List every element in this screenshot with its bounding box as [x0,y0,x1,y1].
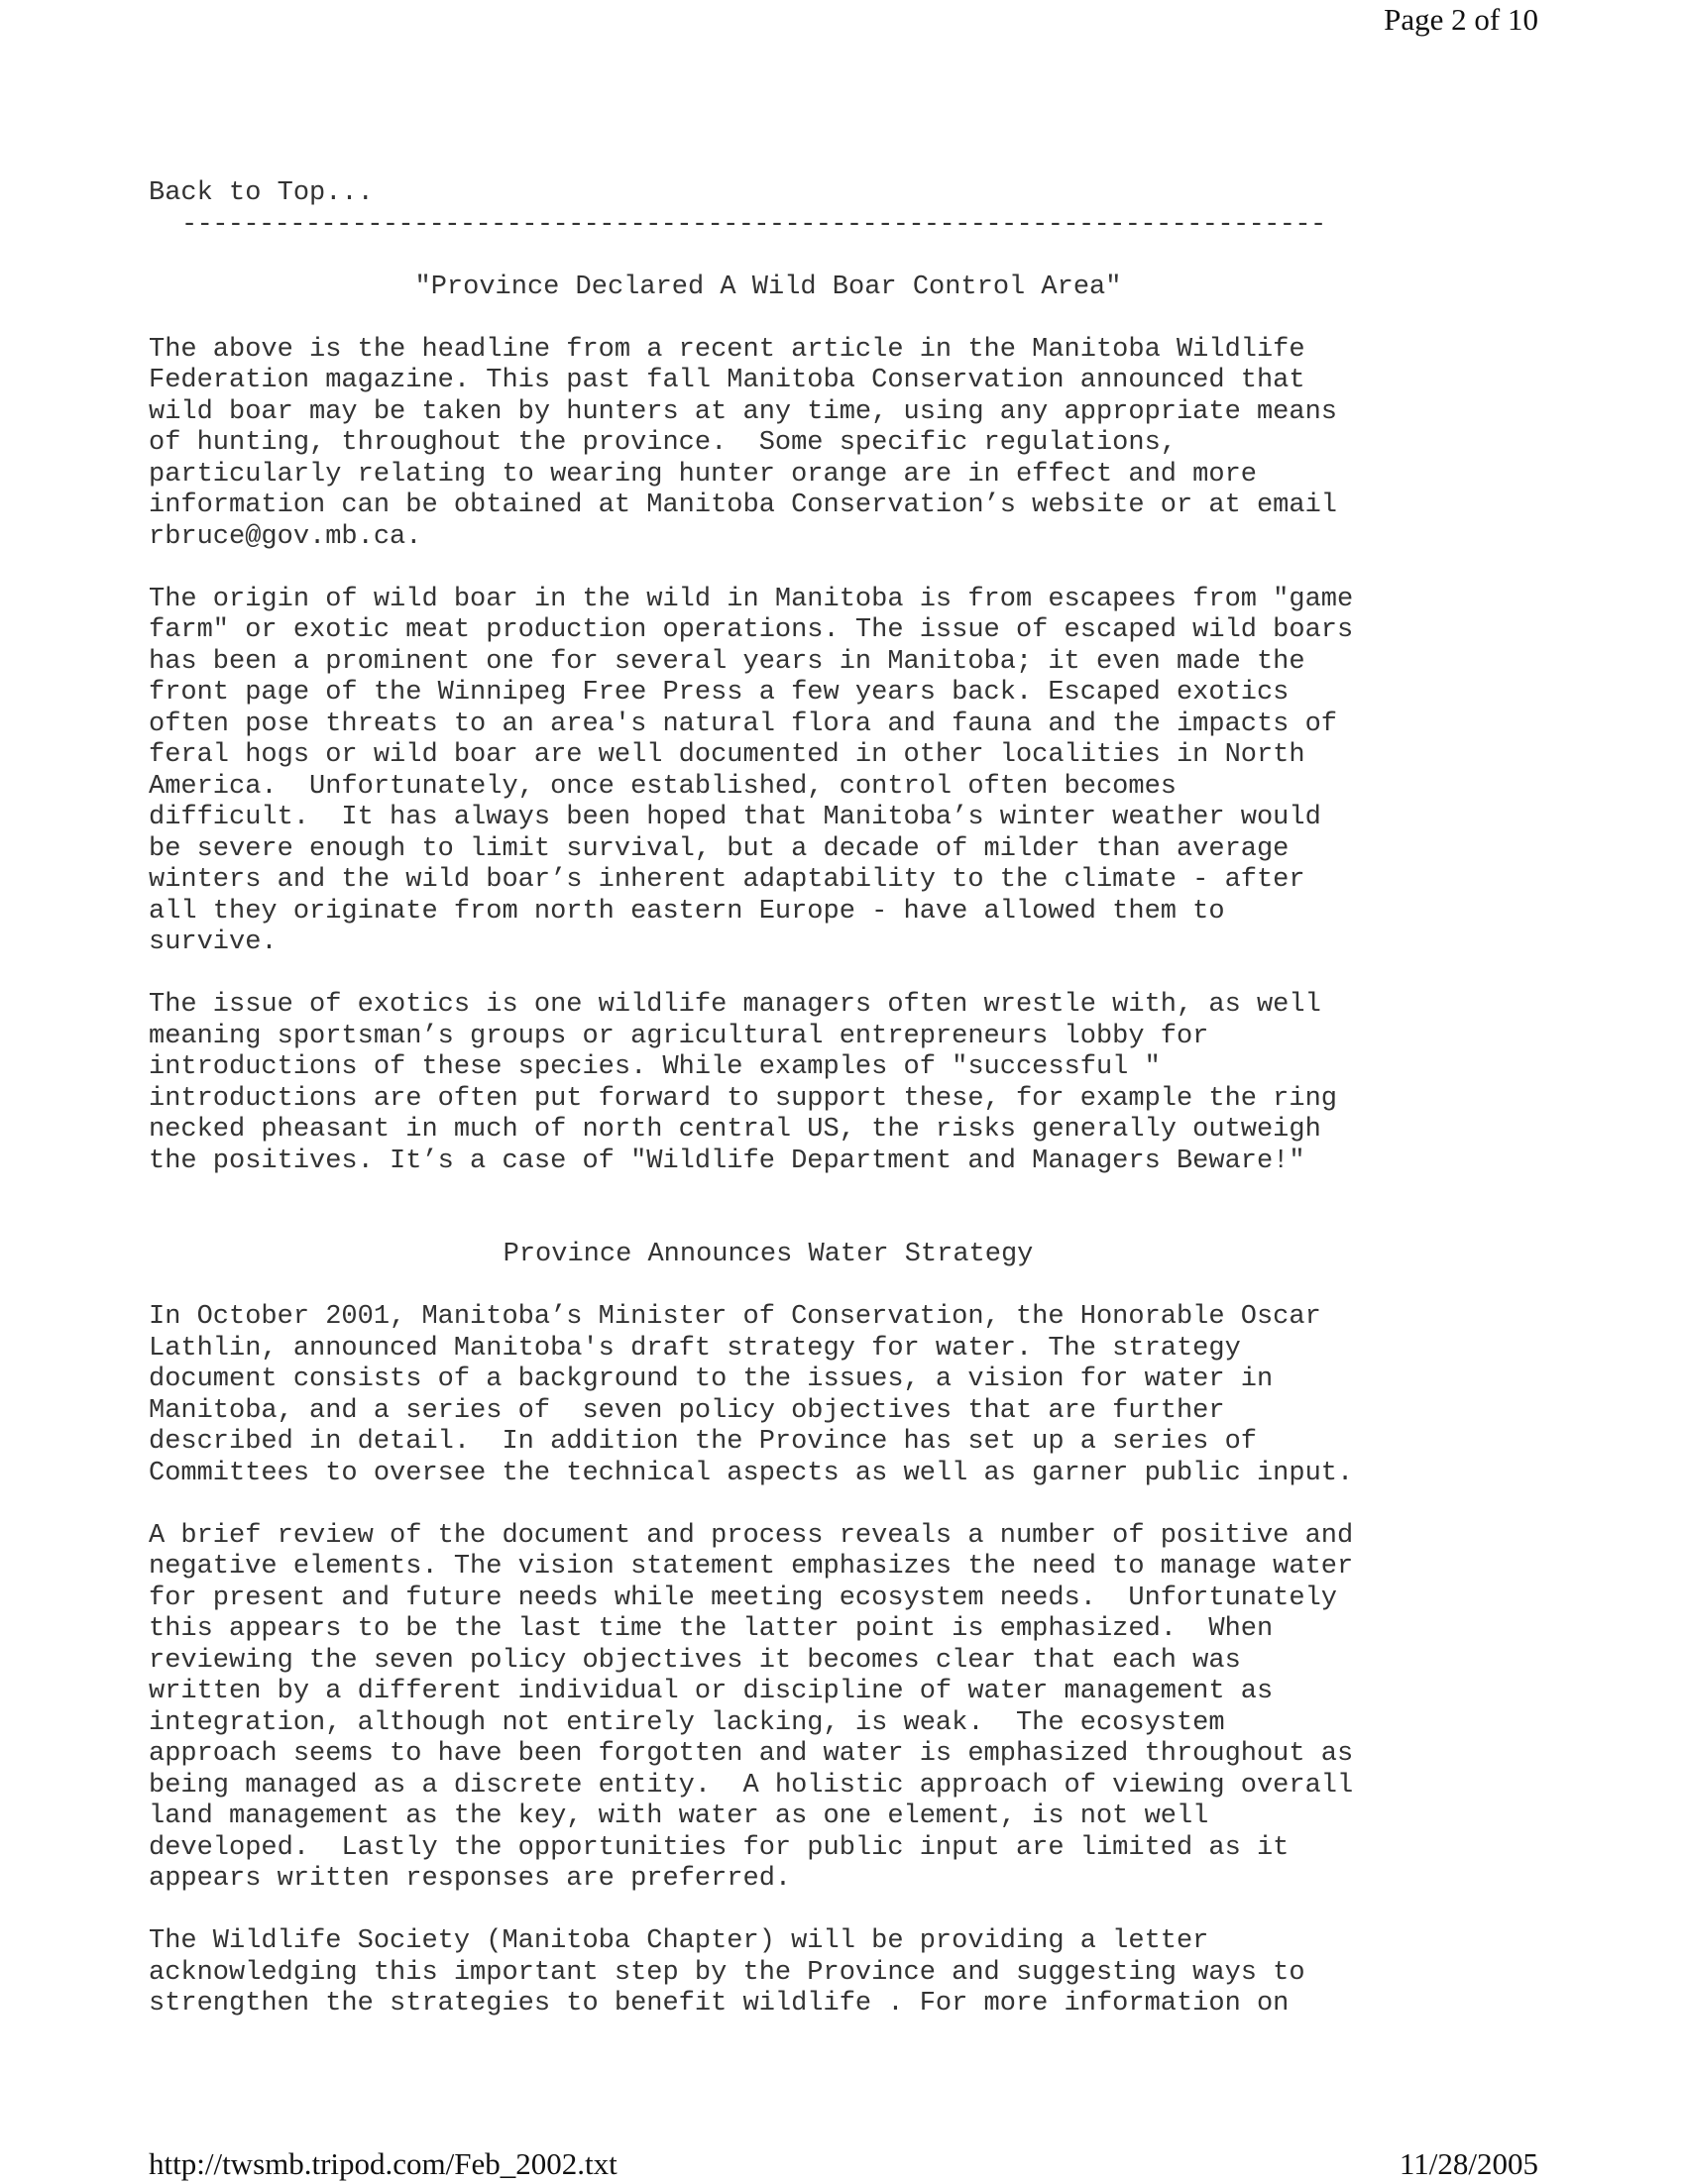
article-title-wild-boar: "Province Declared A Wild Boar Control Area" [414,272,1122,302]
text-line: difficult. It has always been hoped that Manitoba’s winter weather would [149,803,1321,832]
text-line: acknowledging this important step by the Province and suggesting ways to [149,1957,1305,1988]
text-line: The Wildlife Society (Manitoba Chapter) will be providing a letter [149,1926,1209,1956]
back-to-top-link[interactable]: Back to Top... [149,178,374,208]
footer-url: http://twsmb.tripod.com/Feb_2002.txt [149,2146,618,2181]
text-line: this appears to be the last time the latter point is emphasized. When [149,1614,1274,1644]
text-line: wild boar may be taken by hunters at any time, using any appropriate means [149,396,1337,427]
text-line: developed. Lastly the opportunities for public input are limited as it [149,1832,1290,1863]
text-line: all they originate from north eastern Europe - have allowed them to [149,896,1225,927]
text-line: described in detail. In addition the Province has set up a series of [149,1427,1257,1457]
text-line: often pose threats to an area's natural flora and fauna and the impacts of [149,709,1337,739]
text-line: feral hogs or wild boar are well documented in other localities in North [149,740,1305,770]
text-line: written by a different individual or discipline of water management as [149,1677,1274,1706]
document-body [149,178,1437,2020]
text-line: be severe enough to limit survival, but a decade of milder than average [149,833,1290,864]
paragraph-wild-boar-2 [149,585,1437,959]
text-line: being managed as a discrete entity. A holistic approach of viewing overall [149,1770,1354,1801]
text-line: approach seems to have been forgotten and water is emphasized throughout as [149,1739,1354,1769]
paragraph-water-1 [149,1302,1437,1489]
text-line: introductions are often put forward to support these, for example the ring [149,1083,1337,1114]
text-line: The issue of exotics is one wildlife managers often wrestle with, as well [149,990,1321,1020]
text-line: integration, although not entirely lacking, is weak. The ecosystem [149,1707,1225,1738]
text-line: survive. [149,928,278,957]
text-line: appears written responses are preferred. [149,1864,792,1894]
text-line: has been a prominent one for several years in Manitoba; it even made the [149,646,1305,677]
text-line: of hunting, throughout the province. Some specific regulations, [149,428,1177,458]
page-number: Page 2 of 10 [1384,2,1538,37]
text-line: particularly relating to wearing hunter orange are in effect and more [149,459,1257,490]
text-line: farm" or exotic meat production operations. The issue of escaped wild boars [149,615,1354,645]
paragraph-wild-boar-1 [149,335,1437,554]
text-line: rbruce@gov.mb.ca. [149,521,422,552]
footer-date: 11/28/2005 [1399,2146,1538,2181]
text-line: for present and future needs while meeting ecosystem needs. Unfortunately [149,1583,1337,1613]
text-line: Manitoba, and a series of seven policy objectives that are further [149,1395,1225,1426]
text-line: information can be obtained at Manitoba Conservation’s website or at email [149,491,1337,520]
text-line: The origin of wild boar in the wild in Manitoba is from escapees from "game [149,584,1354,614]
paragraph-water-2 [149,1521,1437,1896]
text-line: necked pheasant in much of north central US, the risks generally outweigh [149,1115,1321,1145]
text-line: Federation magazine. This past fall Manitoba Conservation announced that [149,366,1305,395]
text-line: land management as the key, with water as one element, is not well [149,1802,1209,1831]
text-line: meaning sportsman’s groups or agricultural entrepreneurs lobby for [149,1021,1209,1051]
separator-line: -------------------------------------------------------------------------- [181,209,1326,240]
text-line: front page of the Winnipeg Free Press a few years back. Escaped exotics [149,678,1290,708]
text-line: Committees to oversee the technical aspects as well as garner public input. [149,1458,1354,1488]
text-line: Lathlin, announced Manitoba's draft strategy for water. The strategy [149,1333,1241,1364]
text-line: America. Unfortunately, once established, control often becomes [149,771,1177,802]
text-line: winters and the wild boar’s inherent adaptability to the climate - after [149,865,1305,895]
text-line: the positives. It’s a case of "Wildlife Department and Managers Beware!" [149,1146,1305,1176]
text-line: In October 2001, Manitoba’s Minister of Conservation, the Honorable Oscar [149,1302,1321,1332]
text-line: negative elements. The vision statement emphasizes the need to manage water [149,1552,1354,1582]
text-line: The above is the headline from a recent article in the Manitoba Wildlife [149,334,1305,365]
text-line: introductions of these species. While examples of "successful " [149,1052,1161,1082]
paragraph-wild-boar-3 [149,990,1437,1177]
text-line: A brief review of the document and process reveals a number of positive and [149,1520,1354,1551]
text-line: reviewing the seven policy objectives it becomes clear that each was [149,1645,1241,1676]
text-line: document consists of a background to the issues, a vision for water in [149,1365,1274,1394]
article-title-water-strategy: Province Announces Water Strategy [503,1240,1034,1269]
text-line: strengthen the strategies to benefit wildlife . For more information on [149,1989,1290,2019]
paragraph-water-3 [149,1926,1437,2020]
